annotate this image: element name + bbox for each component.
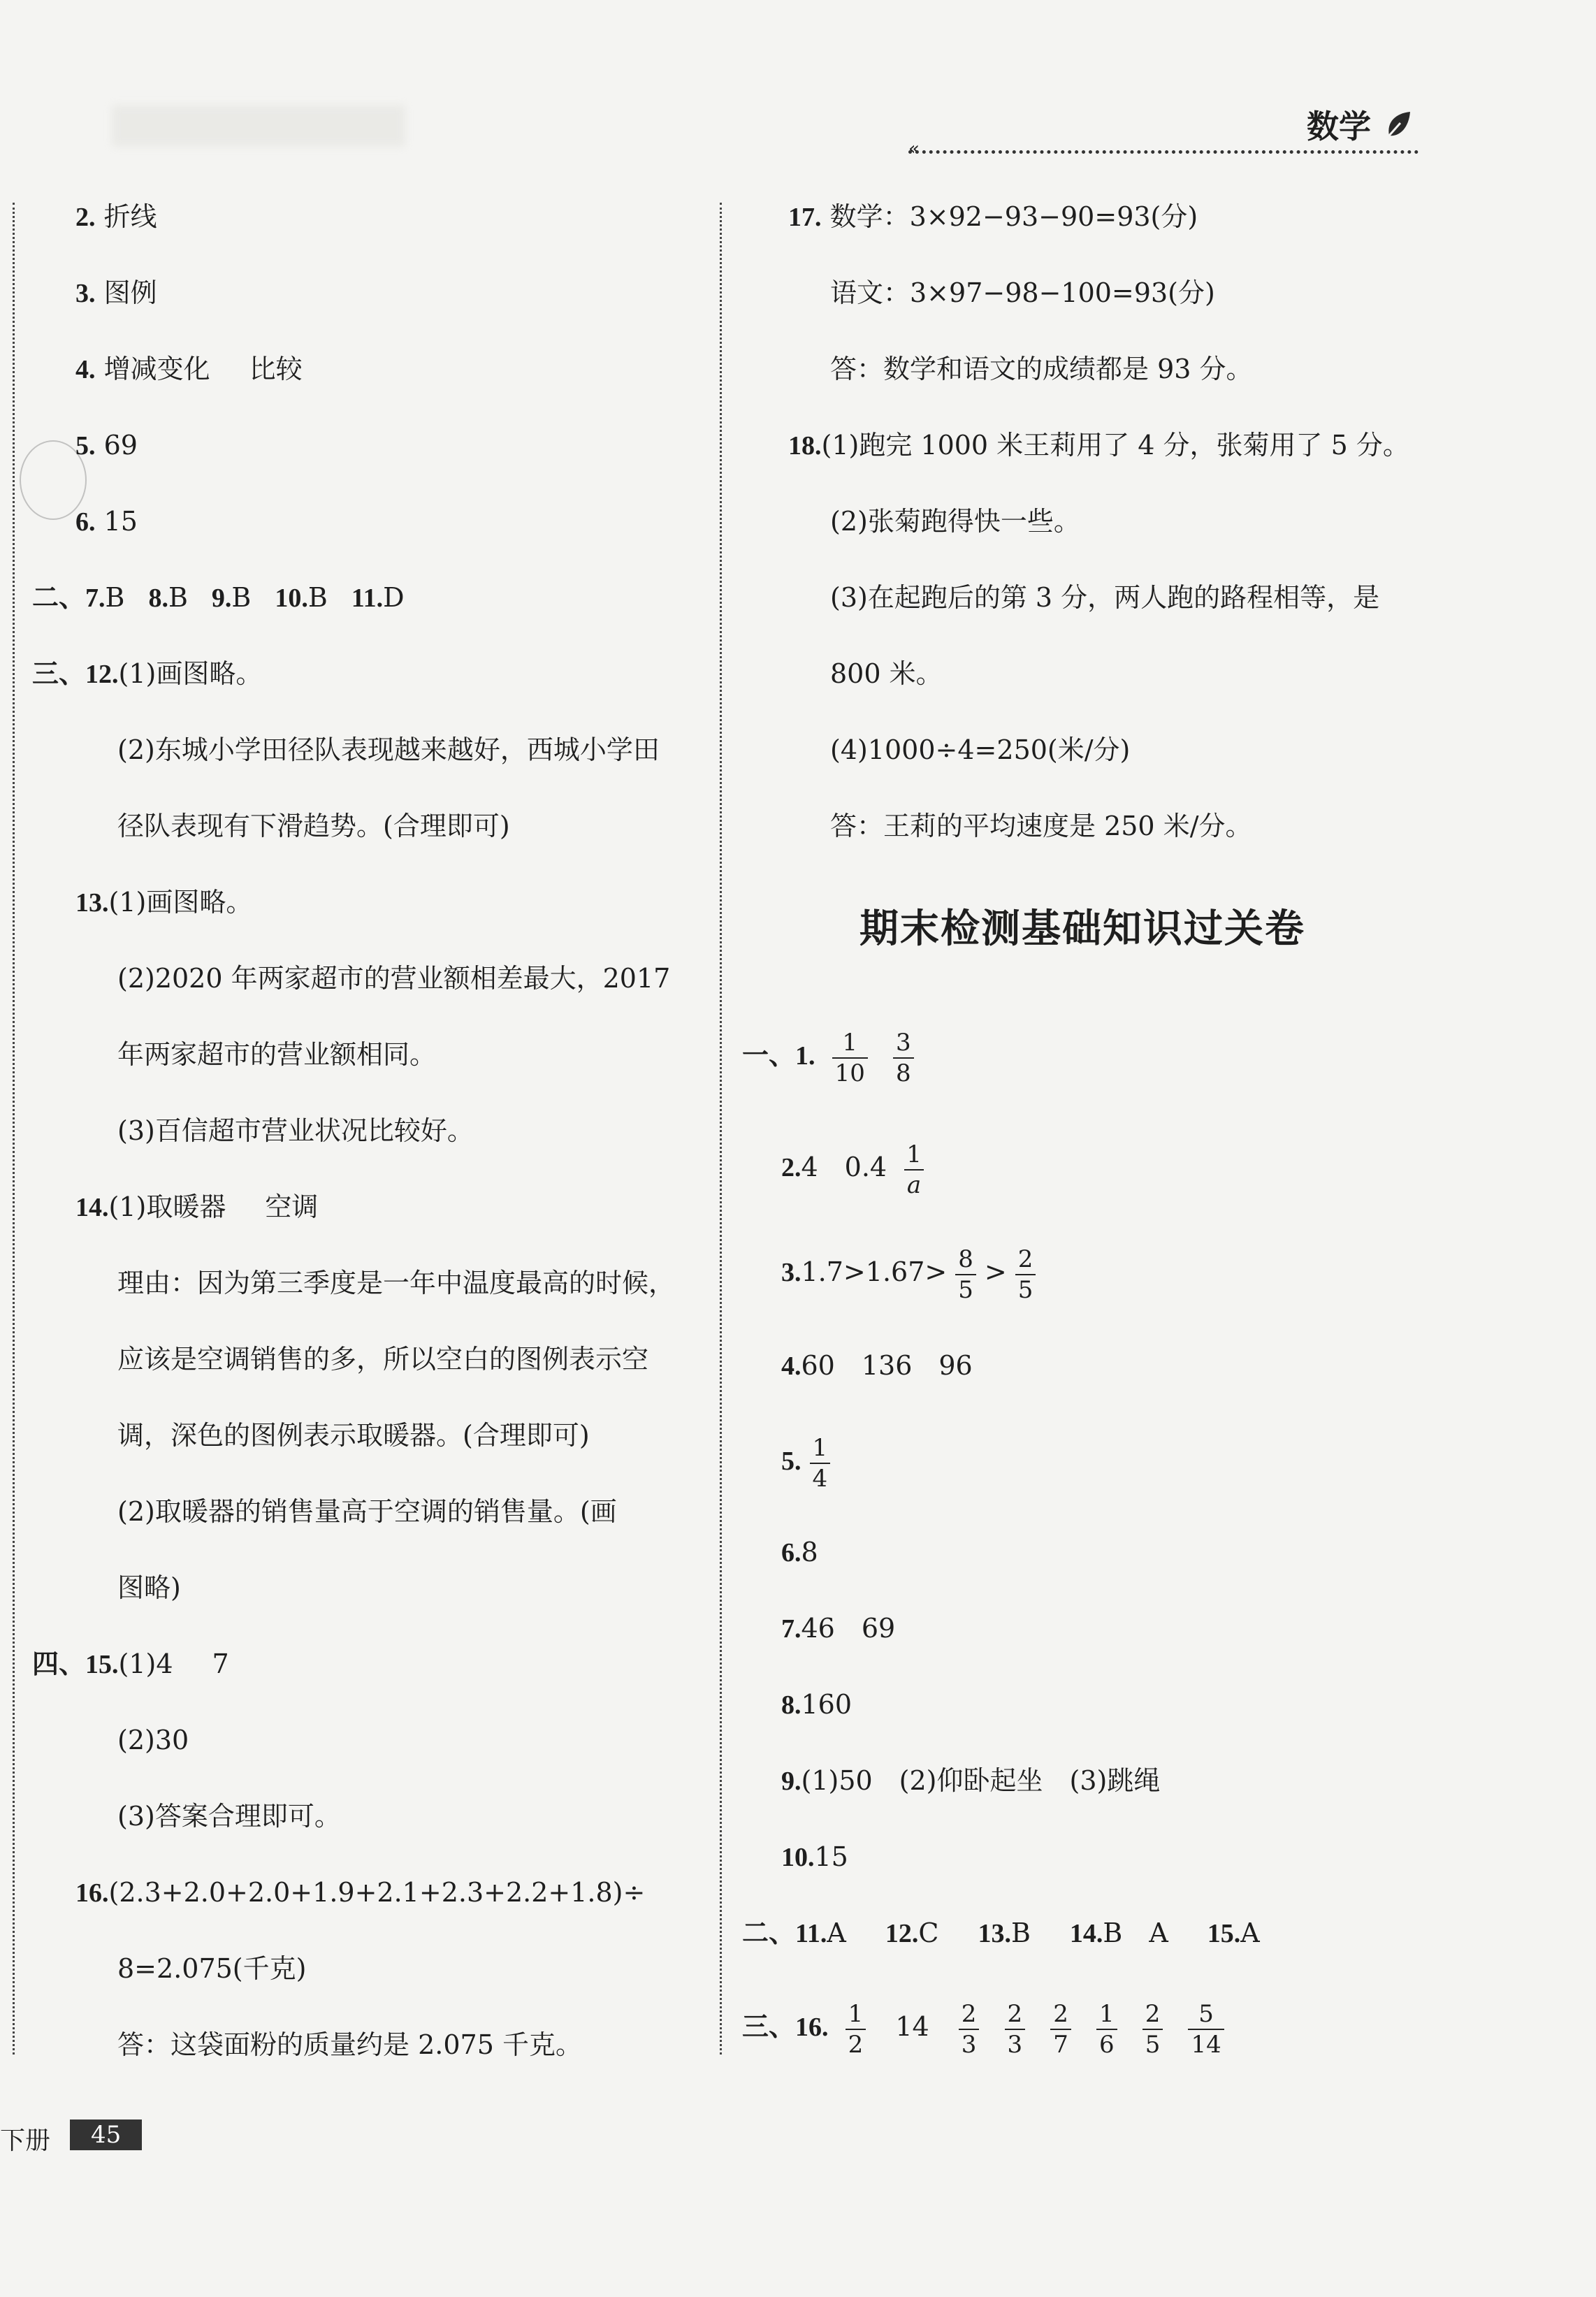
answer-14-reason: 理由：因为第三季度是一年中温度最高的时候， xyxy=(117,1268,676,1298)
section-2-answers: 二、7.B 8.B 9.B 10.B 11.D xyxy=(32,582,405,613)
answer-3: 3. 图例 xyxy=(75,277,157,308)
fraction: $\frac{8}{5}$ xyxy=(955,1245,976,1305)
final-section-2-answers: 二、11.A 12.C 13.B 14.B A 15.A xyxy=(742,1918,1260,1948)
answer-14-part-1: 14.(1)取暖器 空调 xyxy=(75,1191,319,1222)
answer-18-part-1: 18.(1)跑完 1000 米王莉用了 4 分，张菊用了 5 分。 xyxy=(788,430,1409,461)
answer-14-part-2: (2)取暖器的销售量高于空调的销售量。(画 xyxy=(117,1496,617,1527)
page-number: 45 xyxy=(70,2120,142,2150)
section-title: 期末检测基础知识过关卷 xyxy=(859,906,1305,952)
fraction: $\frac{2}{7}$ xyxy=(1050,1999,1071,2059)
answer-18-part-3: (3)在起跑后的第 3 分，两人跑的路程相等，是 xyxy=(830,582,1380,613)
fraction: $\frac{2}{5}$ xyxy=(1015,1245,1036,1305)
header-subject: 数学 xyxy=(1307,108,1371,145)
fraction: $\frac{1}{4}$ xyxy=(810,1433,831,1493)
left-margin-rule xyxy=(13,203,15,2055)
fraction: $\frac{2}{3}$ xyxy=(1005,1999,1026,2059)
answer-18-part-2: (2)张菊跑得快一些。 xyxy=(830,506,1080,537)
answer-16-conclusion: 答：这袋面粉的质量约是 2.075 千克。 xyxy=(117,2029,582,2060)
answer-14-reason-end: 调，深色的图例表示取暖器。(合理即可) xyxy=(117,1420,590,1451)
fraction: $\frac{2}{5}$ xyxy=(1142,1999,1163,2059)
final-answer-8: 8.160 xyxy=(781,1689,853,1720)
answer-17-math: 17. 数学：3×92−93−90=93(分) xyxy=(788,201,1198,232)
fraction: $\frac{1}{6}$ xyxy=(1096,1999,1117,2059)
header-divider xyxy=(908,150,1419,154)
final-answer-5: 5. $\frac{1}{4}$ xyxy=(781,1433,839,1493)
answer-18-conclusion: 答：王莉的平均速度是 250 米/分。 xyxy=(830,811,1252,841)
final-answer-4: 4.60 136 96 xyxy=(781,1350,973,1381)
answer-16-result: 8=2.075(千克) xyxy=(117,1953,307,1984)
volume-label: 下册 xyxy=(0,2126,51,2155)
answer-4: 4. 增减变化 比较 xyxy=(75,354,303,384)
answer-12-part-2: (2)东城小学田径队表现越来越好，西城小学田 xyxy=(117,734,660,765)
answer-12-part-1: 三、12.(1)画图略。 xyxy=(32,658,263,689)
final-answer-9: 9.(1)50 (2)仰卧起坐 (3)跳绳 xyxy=(781,1765,1161,1796)
final-answer-10: 10.15 xyxy=(781,1841,848,1872)
answer-15-part-1: 四、15.(1)4 7 xyxy=(32,1649,229,1679)
answer-15-part-3: (3)答案合理即可。 xyxy=(117,1801,341,1832)
fraction: $\frac{1}{a}$ xyxy=(904,1140,924,1200)
answer-12-part-2-cont: 径队表现有下滑趋势。(合理即可) xyxy=(117,811,510,841)
header-smudge xyxy=(112,105,405,147)
answer-13-part-3: (3)百信超市营业状况比较好。 xyxy=(117,1115,474,1146)
final-answer-7: 7.46 69 xyxy=(781,1613,896,1644)
final-answer-3: 3.1.7>1.67> $\frac{8}{5}$ > $\frac{2}{5}$ xyxy=(781,1244,1044,1305)
answer-15-part-2: (2)30 xyxy=(117,1725,189,1755)
answer-17-chinese: 语文：3×97−98−100=93(分) xyxy=(830,277,1215,308)
answer-13-part-2-cont: 年两家超市的营业额相同。 xyxy=(117,1039,437,1070)
answer-5: 5. 69 xyxy=(75,430,138,461)
leaf-icon xyxy=(1384,109,1414,144)
answer-17-conclusion: 答：数学和语文的成绩都是 93 分。 xyxy=(830,354,1253,384)
answer-2: 2. 折线 xyxy=(75,201,157,232)
answer-6: 6. 15 xyxy=(75,506,138,537)
answer-18-part-4: (4)1000÷4=250(米/分) xyxy=(830,734,1131,765)
arrow-marker: « xyxy=(908,138,920,159)
fraction: $\frac{2}{3}$ xyxy=(959,1999,980,2059)
final-answer-2: 2.4 0.4 $\frac{1}{a}$ xyxy=(781,1139,933,1200)
answer-14-part-2-cont: 图略) xyxy=(117,1572,181,1603)
answer-13-part-2: (2)2020 年两家超市的营业额相差最大，2017 xyxy=(117,963,671,994)
answer-16-expression: 16.(2.3+2.0+2.0+1.9+2.1+2.3+2.2+1.8)÷ xyxy=(75,1877,646,1908)
fraction: $\frac{5}{14}$ xyxy=(1188,1999,1224,2059)
column-divider xyxy=(720,203,722,2055)
fraction: $\frac{1}{2}$ xyxy=(846,1999,866,2059)
fraction: $\frac{3}{8}$ xyxy=(893,1028,914,1088)
final-answer-6: 6.8 xyxy=(781,1537,818,1567)
answer-18-part-3-cont: 800 米。 xyxy=(830,658,943,689)
final-answer-16: 三、16. $\frac{1}{2}$ 14 $\frac{2}{3}$ $\frac{2}{3}$ $\frac{2}{7}$ $\frac{1}{6}$ $\frac{2}{5}$ $\frac{5}{14}$ xyxy=(742,1999,1233,2059)
fraction: $\frac{1}{10}$ xyxy=(832,1028,868,1088)
answer-14-reason-cont: 应该是空调销售的多，所以空白的图例表示空 xyxy=(117,1344,649,1375)
final-answer-1: 一、1. $\frac{1}{10}$ $\frac{3}{8}$ xyxy=(742,1027,922,1088)
answer-13-part-1: 13.(1)画图略。 xyxy=(75,887,253,918)
